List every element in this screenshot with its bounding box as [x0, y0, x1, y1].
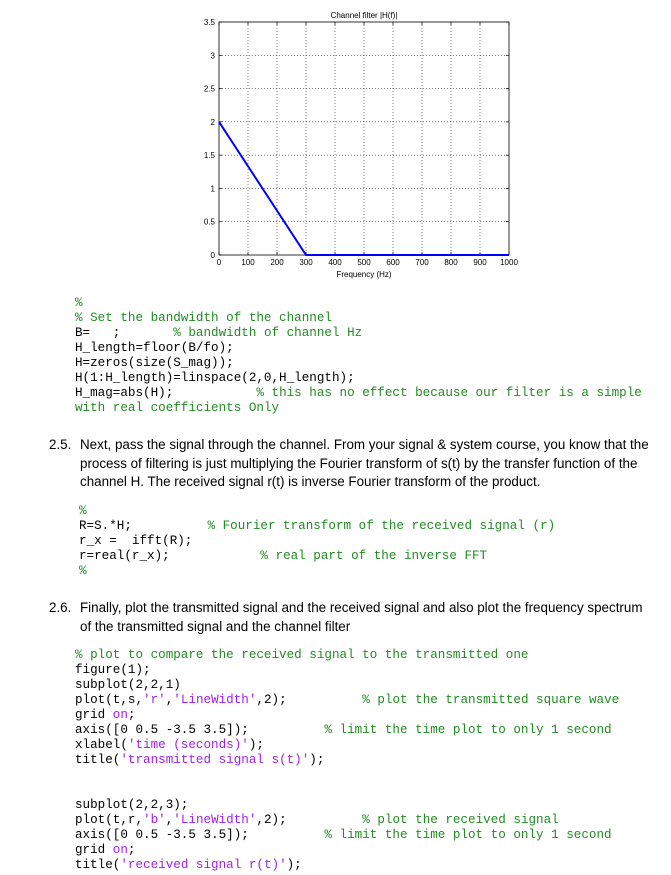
code-line — [75, 371, 642, 386]
y-tick-label: 3 — [210, 51, 215, 61]
code-line — [75, 356, 642, 371]
code-line — [75, 738, 619, 753]
x-axis-label: Frequency (Hz) — [336, 270, 392, 279]
code-text: H_mag=abs(H); — [75, 386, 257, 400]
code-text: plot(t,s, — [75, 693, 144, 707]
code-text: grid — [75, 708, 113, 722]
code-text: B= ; — [75, 326, 174, 340]
y-tick-label: 3.5 — [203, 18, 215, 27]
section-number: 2.5. — [49, 437, 72, 452]
code-text: subplot(2,2,3); — [75, 798, 189, 812]
code-string: 'transmitted signal s(t)' — [120, 753, 310, 767]
y-tick-label: 2.5 — [203, 84, 215, 94]
code-comment: with real coefficients Only — [75, 401, 280, 415]
code-comment: % limit the time plot to only 1 second — [324, 828, 612, 842]
code-line — [75, 828, 619, 843]
code-text: ; — [127, 843, 136, 857]
code-text: r=real(r_x); — [79, 549, 261, 563]
section-2-5 — [49, 436, 659, 492]
code-line — [75, 813, 619, 828]
code-line — [75, 843, 619, 858]
code-text: subplot(2,2,1) — [75, 678, 181, 692]
code-text: ); — [286, 858, 302, 872]
code-comment: % Fourier transform of the received signal (r) — [207, 519, 556, 533]
code-string: 'received signal r(t)' — [120, 858, 287, 872]
code-line — [75, 386, 642, 401]
x-tick-label: 300 — [299, 258, 313, 267]
code-line — [79, 504, 555, 519]
code-text: plot(t,r, — [75, 813, 144, 827]
section-text: Finally, plot the transmitted signal and the received signal and also plot the frequency spectrum of the transmitted signal and the channel filter — [80, 600, 643, 634]
y-tick-labels — [204, 18, 216, 260]
x-tick-label: 0 — [216, 258, 222, 267]
code-string: 'b' — [143, 813, 166, 827]
x-tick-label: 100 — [241, 258, 255, 267]
x-tick-labels — [217, 258, 519, 267]
section-number: 2.6. — [49, 600, 72, 615]
code-string: 'r' — [143, 693, 166, 707]
code-string: 'LineWidth' — [173, 693, 257, 707]
code-text: axis([0 0.5 -3.5 3.5]); — [75, 828, 325, 842]
code-comment: % — [79, 564, 87, 578]
code-comment: % real part of the inverse FFT — [260, 549, 488, 563]
y-tick-label: 0.5 — [203, 217, 215, 227]
code-string: 'time (seconds)' — [127, 738, 249, 752]
code-line — [75, 693, 619, 708]
y-tick-label: 1 — [210, 184, 215, 194]
x-tick-label: 900 — [473, 258, 487, 267]
y-tick-label: 0 — [210, 251, 215, 260]
code-text: figure(1); — [75, 663, 151, 677]
code-text: ,2); — [256, 813, 363, 827]
code-text: ); — [309, 753, 325, 767]
code-comment: % plot the transmitted square wave — [362, 693, 620, 707]
code-block-bandwidth — [75, 296, 642, 416]
x-tick-label: 400 — [328, 258, 342, 267]
x-tick-label: 600 — [386, 258, 400, 267]
code-text: xlabel( — [75, 738, 128, 752]
x-tick-label: 1000 — [500, 258, 518, 267]
code-line — [75, 753, 619, 768]
code-line — [79, 534, 555, 549]
x-tick-label: 500 — [357, 258, 371, 267]
code-text: H=zeros(size(S_mag)); — [75, 356, 234, 370]
channel-filter-chart — [0, 0, 671, 285]
code-line — [75, 783, 619, 798]
code-line — [79, 549, 555, 564]
code-text: axis([0 0.5 -3.5 3.5]); — [75, 723, 325, 737]
code-line — [75, 401, 642, 416]
code-line — [75, 858, 619, 873]
code-line — [79, 519, 555, 534]
code-text: , — [165, 813, 174, 827]
section-2-6 — [49, 599, 659, 637]
code-text: H(1:H_length)=linspace(2,0,H_length); — [75, 371, 355, 385]
code-string: on — [112, 843, 128, 857]
code-text: R=S.*H; — [79, 519, 208, 533]
x-tick-label: 700 — [415, 258, 429, 267]
code-line — [75, 663, 619, 678]
y-tick-label: 1.5 — [203, 151, 215, 161]
code-block-channel — [79, 504, 555, 579]
code-text: , — [165, 693, 174, 707]
x-tick-label: 200 — [270, 258, 284, 267]
code-comment: % plot the received signal — [362, 813, 559, 827]
code-line — [75, 326, 642, 341]
code-string: 'LineWidth' — [173, 813, 257, 827]
code-line — [75, 296, 642, 311]
section-text: Next, pass the signal through the channel. From your signal & system course, you know that the process of filtering is just multiplying the Fourier transform of s(t) by the transfer function of the channel H. The received signal r(t) is inverse Fourier transform of the product. — [80, 437, 649, 489]
code-comment: % — [79, 504, 87, 518]
code-line — [75, 768, 619, 783]
code-text: ; — [127, 708, 136, 722]
x-tick-label: 800 — [444, 258, 458, 267]
code-text: title( — [75, 858, 121, 872]
code-line — [75, 708, 619, 723]
code-comment: % plot to compare the received signal to the transmitted one — [75, 648, 529, 662]
code-text: r_x = ifft(R); — [79, 534, 193, 548]
code-line — [75, 798, 619, 813]
code-line — [75, 723, 619, 738]
y-tick-label: 2 — [210, 117, 215, 127]
code-text: ,2); — [256, 693, 363, 707]
code-string: on — [112, 708, 128, 722]
code-comment: % — [75, 296, 83, 310]
code-line — [75, 648, 619, 663]
code-line — [75, 311, 642, 326]
code-block-plot — [75, 648, 619, 873]
chart-title: Channel filter |H(f)| — [330, 11, 398, 20]
code-comment: % bandwidth of channel Hz — [173, 326, 363, 340]
code-text: H_length=floor(B/fo); — [75, 341, 234, 355]
code-text: ); — [248, 738, 264, 752]
code-comment: % Set the bandwidth of the channel — [75, 311, 332, 325]
code-text: grid — [75, 843, 113, 857]
code-comment: % limit the time plot to only 1 second — [324, 723, 612, 737]
code-line — [75, 678, 619, 693]
code-line — [75, 341, 642, 356]
code-line — [79, 564, 555, 579]
code-text: title( — [75, 753, 121, 767]
code-comment: % this has no effect because our filter is a simple — [256, 386, 642, 400]
